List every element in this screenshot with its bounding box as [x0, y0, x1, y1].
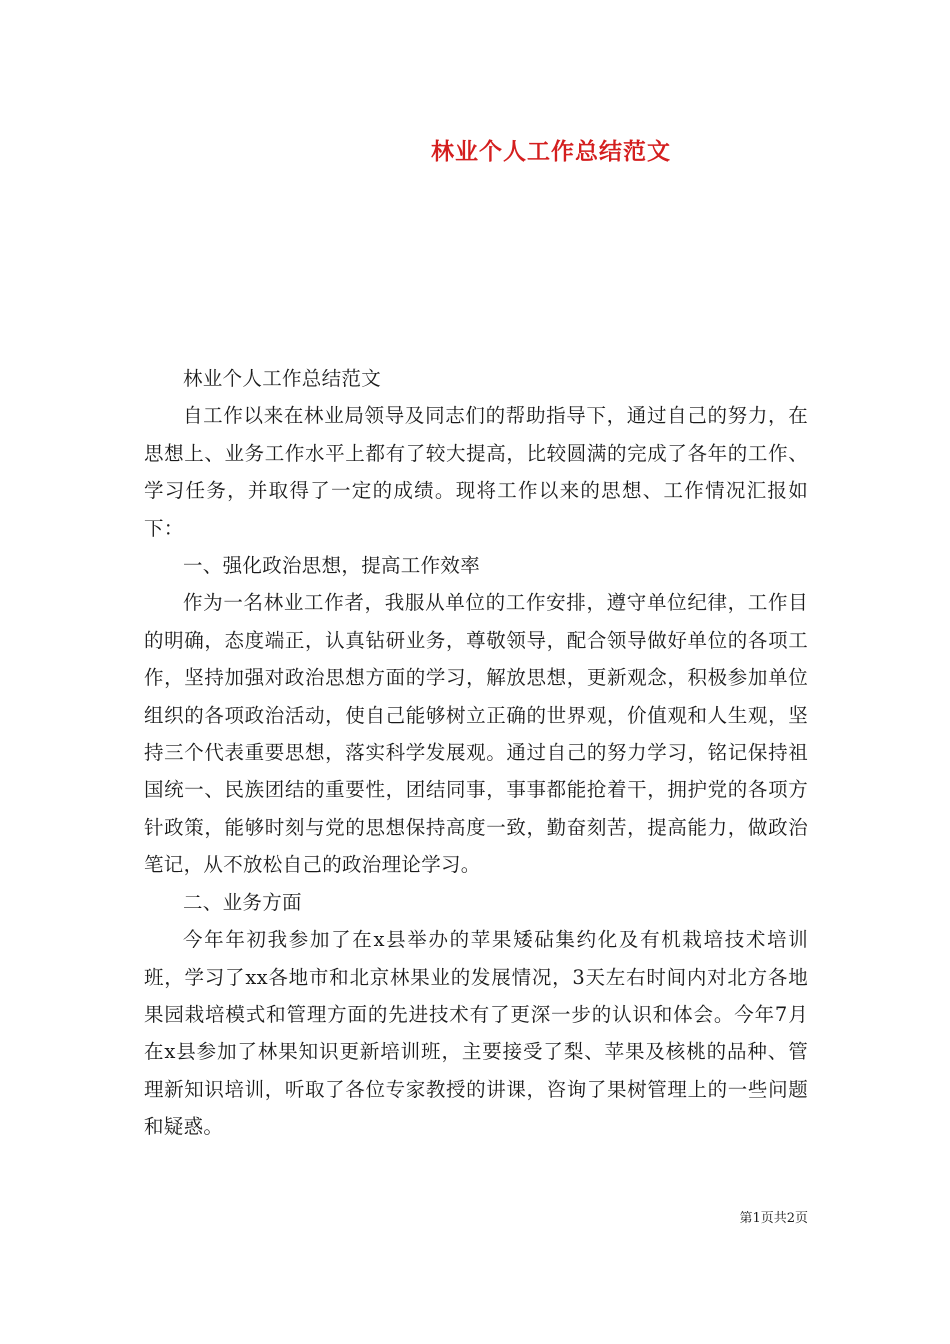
document-title: 林业个人工作总结范文 [431, 138, 671, 165]
paragraph-politics: 作为一名林业工作者，我服从单位的工作安排，遵守单位纪律，工作目的明确，态度端正，认真钻研业务，尊敬领导，配合领导做好单位的各项工作，坚持加强对政治思想方面的学习，解放思想，更新观念，积极参加单位组织的各项政治活动，使自己能够树立正确的世界观，价值观和人生观，坚持三个代表重要思想，落实科学发展观。通过自己的努力学习，铭记保持祖国统一、民族团结的重要性，团结同事，事事都能抢着干，拥护党的各项方针政策，能够时刻与党的思想保持高度一致，勤奋刻苦，提高能力，做政治笔记，从不放松自己的政治理论学习。 [144, 591, 808, 877]
paragraph-intro: 自工作以来在林业局领导及同志们的帮助指导下，通过自己的努力，在思想上、业务工作水平上都有了较大提高，比较圆满的完成了各年的工作、学习任务，并取得了一定的成绩。现将工作以来的思想、工作情况汇报如下： [144, 404, 808, 540]
section-heading-2: 二、业务方面 [183, 890, 302, 914]
page-footer [0, 1207, 808, 1226]
section-heading-1: 一、强化政治思想，提高工作效率 [183, 554, 481, 578]
document-body [144, 360, 808, 1146]
page-number: 第1页共2页 [739, 1211, 808, 1226]
paragraph-heading: 林业个人工作总结范文 [183, 367, 382, 390]
paragraph-business: 今年年初我参加了在x县举办的苹果矮砧集约化及有机栽培技术培训班，学习了xx各地市和北京林果业的发展情况，3天左右时间内对北方各地果园栽培模式和管理方面的先进技术有了更深一步的认识和体会。今年7月在x县参加了林果知识更新培训班，主要接受了梨、苹果及核桃的品种、管理新知识培训，听取了各位专家教授的讲课，咨询了果树管理上的一些问题和疑惑。 [144, 928, 808, 1139]
